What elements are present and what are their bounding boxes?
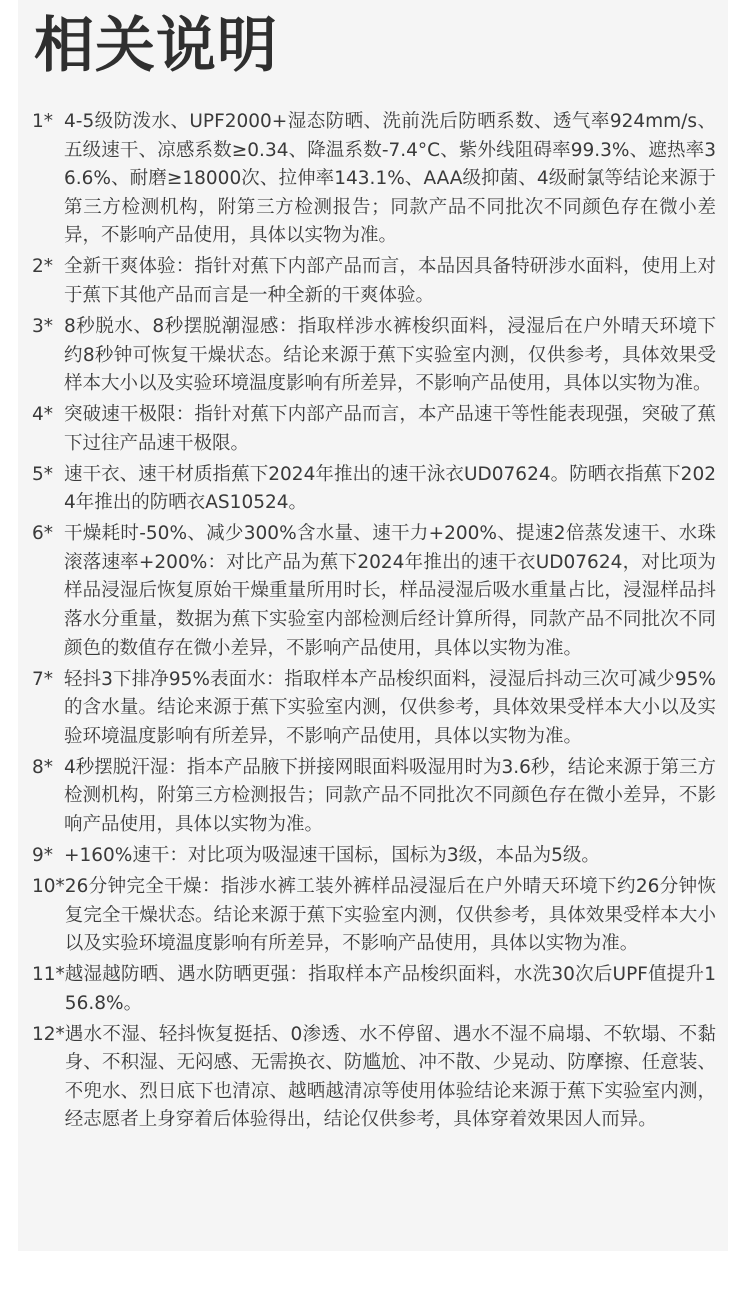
- note-item-2: [32, 253, 716, 310]
- note-number: 3*: [32, 315, 54, 337]
- note-item-7: [32, 666, 716, 752]
- note-text: 干燥耗时-50%、减少300%含水量、速干力+200%、提速2倍蒸发速干、水珠滚落速率+200%：对比产品为蕉下2024年推出的速干衣UD07624，对比项为样品浸湿后恢复原始干燥重量所用时长，样品浸湿后吸水重量占比，浸湿样品抖落水分重量，数据为蕉下实验室内部检测后经计算所得，同款产品不同批次不同颜色的数值存在微小差异，不影响产品使用，具体以实物为准。: [64, 523, 716, 659]
- note-text: +160%速干：对比项为吸湿速干国标，国标为3级，本品为5级。: [64, 844, 600, 866]
- note-number: 9*: [32, 844, 54, 866]
- note-number: 11*: [32, 964, 65, 986]
- note-item-4: [32, 401, 716, 458]
- note-item-6: [32, 520, 716, 663]
- note-number: 7*: [32, 668, 54, 690]
- note-item-10: [32, 873, 716, 959]
- note-item-9: [32, 842, 716, 871]
- page-title: 相关说明: [34, 11, 278, 81]
- note-text: 4-5级防泼水、UPF2000+湿态防晒、洗前洗后防晒系数、透气率924mm/s、五级速干、凉感系数≥0.34、降温系数-7.4°C、紫外线阻碍率99.3%、遮热率36.6%、耐磨≥18000次、拉伸率143.1%、AAA级抑菌、4级耐氯等结论来源于第三方检测机构，附第三方检测报告；同款产品不同批次不同颜色存在微小差异，不影响产品使用，具体以实物为准。: [64, 111, 716, 247]
- note-text: 26分钟完全干燥：指涉水裤工装外裤样品浸湿后在户外晴天环境下约26分钟恢复完全干燥状态。结论来源于蕉下实验室内测，仅供参考，具体效果受样本大小以及实验环境温度影响有所差异，不影响产品使用，具体以实物为准。: [64, 875, 716, 955]
- note-item-12: [32, 1021, 716, 1135]
- note-item-11: [32, 961, 716, 1018]
- note-number: 12*: [32, 1023, 65, 1045]
- note-text: 轻抖3下排净95%表面水：指取样本产品梭织面料，浸湿后抖动三次可减少95%的含水量。结论来源于蕉下实验室内测，仅供参考，具体效果受样本大小以及实验环境温度影响有所差异，不影响产品使用，具体以实物为准。: [64, 668, 716, 747]
- note-number: 8*: [32, 756, 54, 778]
- note-number: 5*: [32, 463, 54, 485]
- note-text: 速干衣、速干材质指蕉下2024年推出的速干泳衣UD07624。防晒衣指蕉下2024年推出的防晒衣AS10524。: [64, 463, 716, 514]
- note-number: 4*: [32, 404, 54, 426]
- notes-list: [32, 108, 716, 1137]
- note-text: 4秒摆脱汗湿：指本产品腋下拼接网眼面料吸湿用时为3.6秒，结论来源于第三方检测机构，附第三方检测报告；同款产品不同批次不同颜色存在微小差异，不影响产品使用，具体以实物为准。: [64, 756, 716, 835]
- note-item-5: [32, 461, 716, 518]
- note-item-3: [32, 313, 716, 399]
- note-text: 突破速干极限：指针对蕉下内部产品而言，本产品速干等性能表现强，突破了蕉下过往产品速干极限。: [64, 404, 716, 454]
- note-text: 8秒脱水、8秒摆脱潮湿感：指取样涉水裤梭织面料，浸湿后在户外晴天环境下约8秒钟可恢复干燥状态。结论来源于蕉下实验室内测，仅供参考，具体效果受样本大小以及实验环境温度影响有所差异，不影响产品使用，具体以实物为准。: [64, 315, 716, 395]
- note-number: 2*: [32, 256, 54, 278]
- note-number: 10*: [32, 875, 65, 897]
- note-text: 遇水不湿、轻抖恢复挺括、0渗透、水不停留、遇水不湿不扁塌、不软塌、不黏身、不积湿、无闷感、无需换衣、防尴尬、冲不散、少晃动、防摩擦、任意装、不兜水、烈日底下也清凉、越晒越清凉等使用体验结论来源于蕉下实验室内测，经志愿者上身穿着后体验得出，结论仅供参考，具体穿着效果因人而异。: [64, 1023, 716, 1131]
- note-item-8: [32, 754, 716, 840]
- note-text: 全新干爽体验：指针对蕉下内部产品而言，本品因具备特研涉水面料，使用上对于蕉下其他产品而言是一种全新的干爽体验。: [64, 256, 716, 306]
- note-item-1: [32, 108, 716, 251]
- note-number: 1*: [32, 111, 54, 132]
- note-text: 越湿越防晒、遇水防晒更强：指取样本产品梭织面料，水洗30次后UPF值提升156.8%。: [64, 964, 716, 1014]
- note-number: 6*: [32, 523, 54, 545]
